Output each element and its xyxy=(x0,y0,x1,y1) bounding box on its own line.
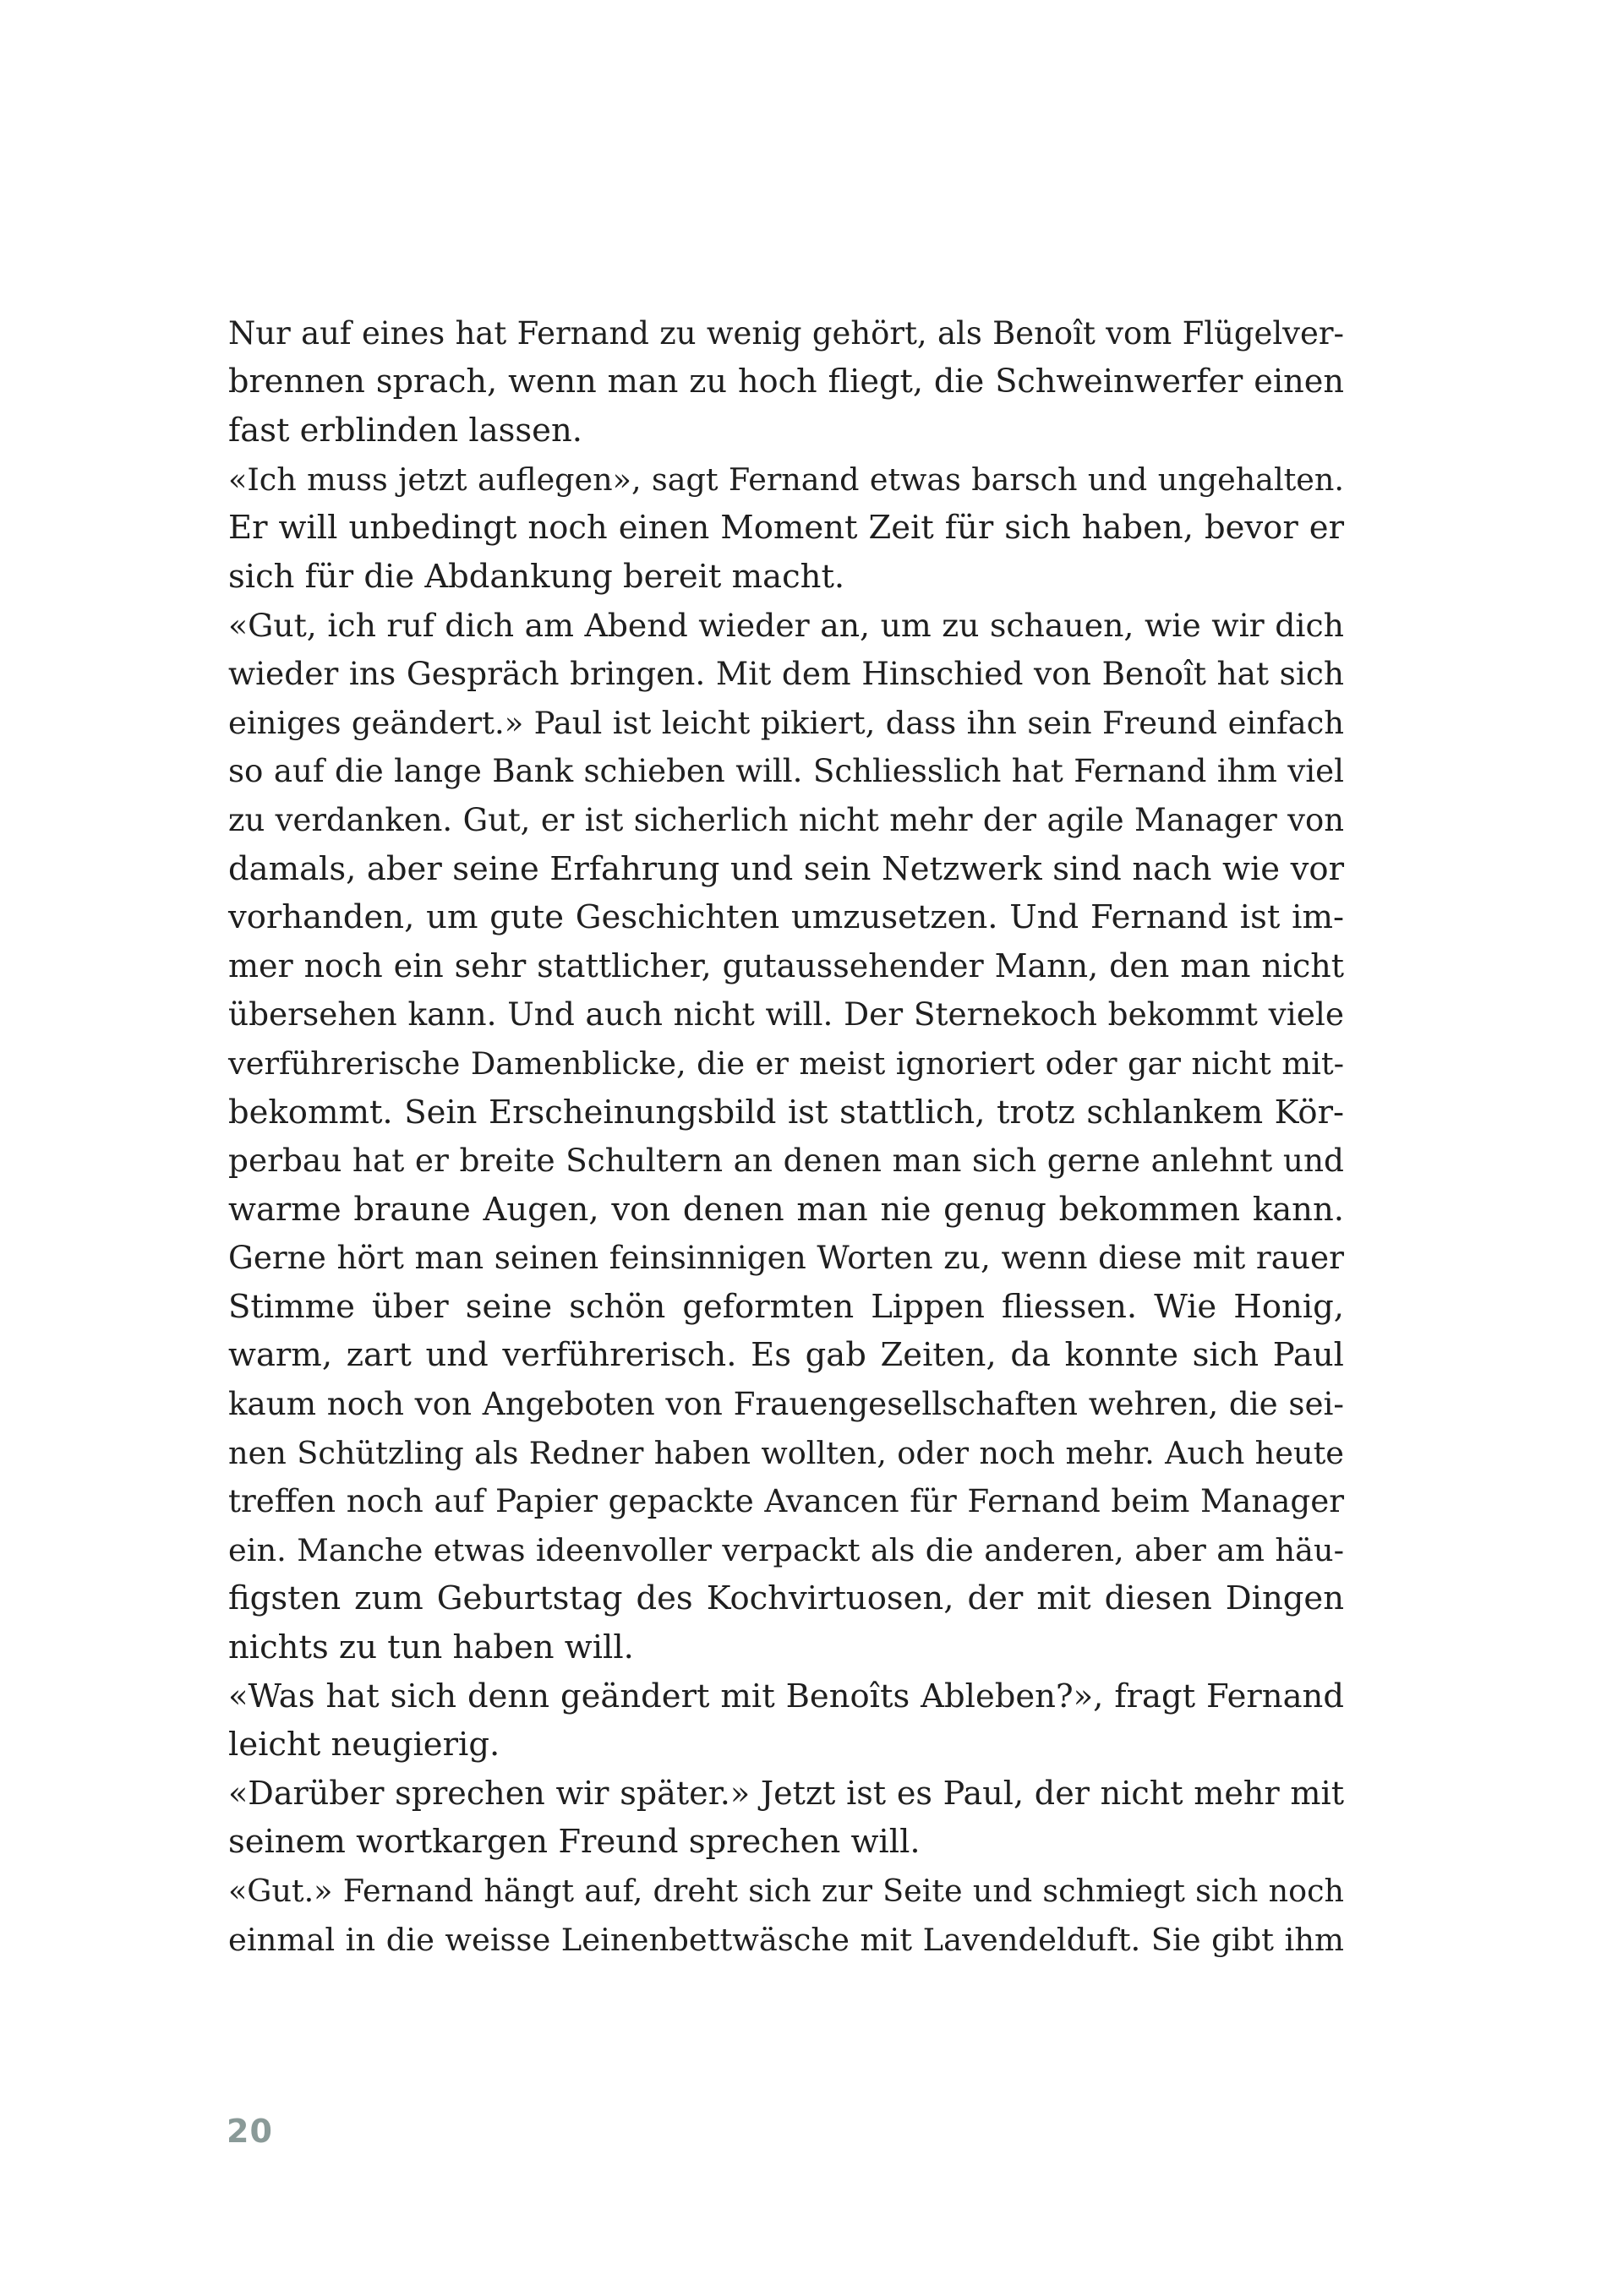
text-line: «Gut.» Fernand hängt auf, dreht sich zur Seite und schmiegt sich noch xyxy=(228,1873,1344,1909)
text-line: perbau hat er breite Schultern an denen man sich gerne anlehnt und xyxy=(228,1142,1344,1180)
text-line: Gerne hört man seinen feinsinnigen Worten zu, wenn diese mit rauer xyxy=(228,1239,1344,1277)
text-line: Stimme über seine schön geformten Lippen fliessen. Wie Honig, xyxy=(228,1287,1344,1326)
text-line: verführerische Damenblicke, die er meist ignoriert oder gar nicht mit- xyxy=(228,1044,1344,1082)
text-line: figsten zum Geburtstag des Kochvirtuosen, der mit diesen Dingen xyxy=(228,1579,1344,1618)
text-line: wieder ins Gespräch bringen. Mit dem Hinschied von Benoît hat sich xyxy=(228,655,1344,693)
text-line: «Gut, ich ruf dich am Abend wieder an, um zu schauen, wie wir dich xyxy=(228,606,1344,644)
text-line: damals, aber seine Erfahrung und sein Netzwerk sind nach wie vor xyxy=(228,849,1344,888)
text-line: einiges geändert.» Paul ist leicht pikiert, dass ihn sein Freund einfach xyxy=(228,704,1344,741)
text-line: vorhanden, um gute Geschichten umzusetzen. Und Fernand ist im- xyxy=(228,898,1344,937)
text-line: ein. Manche etwas ideenvoller verpackt als die anderen, aber am häu- xyxy=(228,1531,1344,1568)
text-line: Er will unbedingt noch einen Moment Zeit für sich haben, bevor er xyxy=(228,509,1344,548)
text-line: warm, zart und verführerisch. Es gab Zeiten, da konnte sich Paul xyxy=(228,1336,1344,1375)
text-line: brennen sprach, wenn man zu hoch fliegt, die Schweinwerfer einen xyxy=(228,363,1344,401)
text-line: mer noch ein sehr stattlicher, gutaussehender Mann, den man nicht xyxy=(228,946,1344,984)
body-text xyxy=(228,309,1344,1964)
text-line: «Darüber sprechen wir später.» Jetzt ist es Paul, der nicht mehr mit xyxy=(228,1774,1344,1812)
text-line: nichts zu tun haben will. xyxy=(228,1628,634,1667)
page-number: 20 xyxy=(227,2113,273,2150)
text-line: «Ich muss jetzt auflegen», sagt Fernand etwas barsch und ungehalten. xyxy=(228,461,1344,498)
text-line: treffen noch auf Papier gepackte Avancen für Fernand beim Manager xyxy=(228,1482,1344,1520)
text-line: zu verdanken. Gut, er ist sicherlich nicht mehr der agile Manager von xyxy=(228,801,1344,838)
text-line: warme braune Augen, von denen man nie genug bekommen kann. xyxy=(228,1190,1344,1229)
text-line: bekommt. Sein Erscheinungsbild ist stattlich, trotz schlankem Kör- xyxy=(228,1093,1344,1132)
text-line: seinem wortkargen Freund sprechen will. xyxy=(228,1823,921,1862)
text-line: Nur auf eines hat Fernand zu wenig gehört, als Benoît vom Flügelver- xyxy=(228,315,1344,352)
text-line: so auf die lange Bank schieben will. Schliesslich hat Fernand ihm viel xyxy=(228,753,1344,790)
text-line: übersehen kann. Und auch nicht will. Der Sternekoch bekommt viele xyxy=(228,995,1344,1033)
text-line: fast erblinden lassen. xyxy=(228,412,582,450)
text-line: nen Schützling als Redner haben wollten, oder noch mehr. Auch heute xyxy=(228,1434,1344,1471)
text-line: «Was hat sich denn geändert mit Benoîts Ableben?», fragt Fernand xyxy=(228,1677,1344,1715)
text-line: einmal in die weisse Leinenbettwäsche mit Lavendelduft. Sie gibt ihm xyxy=(228,1921,1344,1958)
text-line: kaum noch von Angeboten von Frauengesellschaften wehren, die sei- xyxy=(228,1385,1344,1423)
text-line: leicht neugierig. xyxy=(228,1726,500,1764)
text-line: sich für die Abdankung bereit macht. xyxy=(228,557,845,596)
